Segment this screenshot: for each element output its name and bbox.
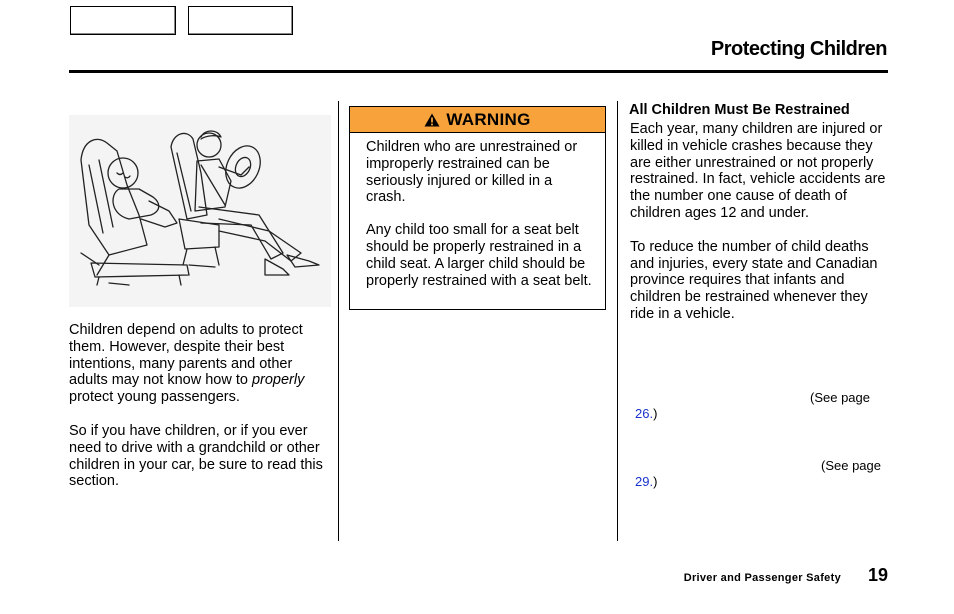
child-seat-illustration: [69, 115, 331, 307]
intro-paragraph-1: Children depend on adults to protect them. However, despite their best intentions, many parents and other adults may not know how to properly protect young passengers.: [69, 322, 305, 406]
warning-box: [349, 106, 606, 310]
warning-paragraph-1: Children who are unrestrained or improperly restrained can be seriously injured or killed in a crash.: [366, 139, 578, 206]
warning-heading: WARNING: [446, 109, 531, 129]
see-page-reference-1: (See page: [810, 390, 870, 405]
see-page-reference-2-end: 29.): [635, 474, 658, 489]
previous-page-button[interactable]: [70, 6, 176, 35]
column-divider-right: [617, 101, 618, 541]
intro-text: [69, 322, 331, 490]
title-divider: [69, 70, 888, 73]
page-26-link[interactable]: 26.: [635, 406, 654, 421]
restraint-text: [630, 121, 892, 323]
see-page-reference-2: (See page: [821, 458, 881, 473]
emphasis-properly: properly: [251, 372, 305, 389]
page-29-link[interactable]: 29.: [635, 474, 654, 489]
warning-triangle-icon: [424, 113, 440, 127]
restraint-paragraph-2: To reduce the number of child deaths and injuries, every state and Canadian province requires that infants and children be restrained whenever they ride in a vehicle.: [630, 238, 878, 322]
footer-section-title: Driver and Passenger Safety: [683, 572, 841, 584]
column-divider-left: [338, 101, 339, 541]
warning-header: [350, 107, 605, 133]
restraint-paragraph-1: Each year, many children are injured or killed in vehicle crashes because they are either unrestrained or not properly restrained. In fact, vehicle accidents are the number one cause of death of children ages 12 and under.: [630, 121, 886, 221]
next-page-button[interactable]: [188, 6, 293, 35]
section-heading: All Children Must Be Restrained: [629, 102, 850, 118]
warning-paragraph-2: Any child too small for a seat belt should be properly restrained in a child seat. A larger child should be properly restrained with a seat belt.: [366, 222, 592, 289]
see-page-reference-1-end: 26.): [635, 406, 658, 421]
intro-paragraph-2: So if you have children, or if you ever need to drive with a grandchild or other children in your car, be sure to read this section.: [69, 422, 323, 490]
page-title: Protecting Children: [710, 38, 887, 60]
page-number: 19: [867, 565, 888, 585]
